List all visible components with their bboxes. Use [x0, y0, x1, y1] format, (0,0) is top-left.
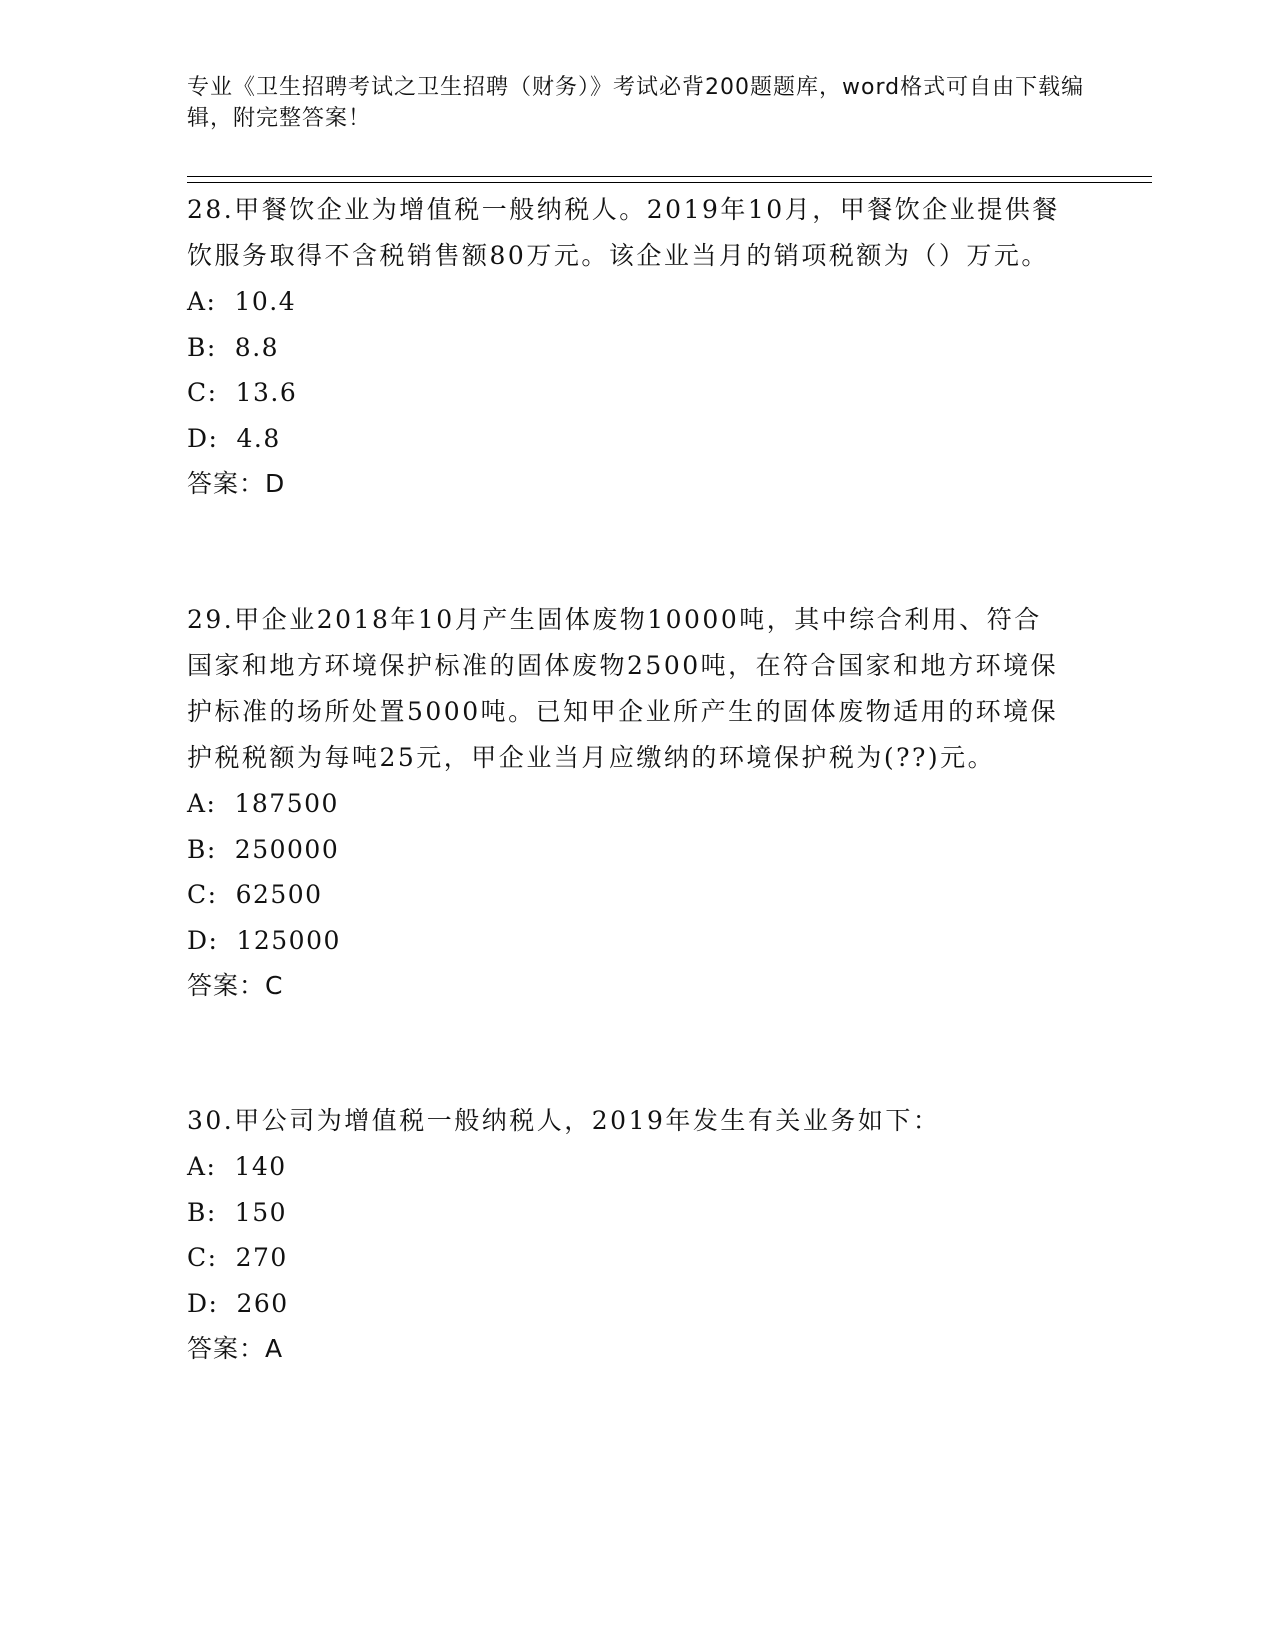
option-d	[187, 416, 1067, 462]
option-letter: B:	[187, 834, 217, 864]
option-list	[187, 781, 1067, 963]
question-stem: 30.甲公司为增值税一般纳税人，2019年发生有关业务如下：	[187, 1106, 941, 1135]
option-letter: B:	[187, 1197, 217, 1227]
option-c	[187, 370, 1067, 416]
option-value: 140	[234, 1152, 287, 1181]
option-b	[187, 1190, 1067, 1236]
option-letter: D:	[187, 423, 219, 453]
question-stem: 28.甲餐饮企业为增值税一般纳税人。2019年10月，甲餐饮企业提供餐饮服务取得不含税销售额80万元。该企业当月的销项税额为（）万元。	[187, 195, 1060, 270]
question-30	[187, 1098, 1067, 1371]
option-a	[187, 781, 1067, 827]
option-value: 187500	[234, 789, 339, 818]
answer-line: 答案：D	[187, 469, 286, 498]
option-b	[187, 827, 1067, 873]
option-letter: A:	[187, 1152, 217, 1181]
option-value: 270	[235, 1243, 288, 1272]
option-value: 150	[234, 1197, 288, 1227]
header-divider-top	[187, 176, 1152, 177]
header-divider-bottom	[187, 182, 1152, 183]
option-value: 8.8	[234, 332, 280, 362]
option-value: 62500	[235, 880, 323, 909]
question-28	[187, 187, 1067, 506]
option-value: 10.4	[234, 287, 297, 316]
option-letter: C:	[187, 880, 218, 909]
option-letter: C:	[187, 378, 218, 407]
option-list	[187, 1144, 1067, 1326]
option-d	[187, 918, 1067, 964]
option-value: 260	[236, 1288, 289, 1318]
option-value: 13.6	[235, 378, 298, 407]
option-letter: A:	[187, 287, 217, 316]
option-value: 125000	[236, 925, 341, 955]
answer-line: 答案：C	[187, 971, 284, 1000]
document-intro: 专业《卫生招聘考试之卫生招聘（财务）》考试必背200题题库，word格式可自由下载编辑，附完整答案！	[187, 75, 1085, 131]
option-d	[187, 1281, 1067, 1327]
question-stem: 29.甲企业2018年10月产生固体废物10000吨，其中综合利用、符合国家和地方环境保护标准的固体废物2500吨，在符合国家和地方环境保护标准的场所处置5000吨。已知甲企业所产生的固体废物适用的环境保护税税额为每吨25元，甲企业当月应缴纳的环境保护税为(??)元。	[187, 605, 1059, 772]
option-letter: D:	[187, 1288, 219, 1318]
option-c	[187, 872, 1067, 918]
option-a	[187, 1144, 1067, 1190]
option-a	[187, 279, 1067, 325]
option-letter: C:	[187, 1243, 218, 1272]
answer-line: 答案：A	[187, 1334, 284, 1363]
option-b	[187, 325, 1067, 371]
option-value: 250000	[234, 834, 340, 864]
option-c	[187, 1235, 1067, 1281]
option-letter: D:	[187, 925, 219, 955]
option-letter: A:	[187, 789, 217, 818]
option-list	[187, 279, 1067, 461]
option-value: 4.8	[236, 423, 281, 453]
question-29	[187, 597, 1067, 1008]
option-letter: B:	[187, 332, 217, 362]
